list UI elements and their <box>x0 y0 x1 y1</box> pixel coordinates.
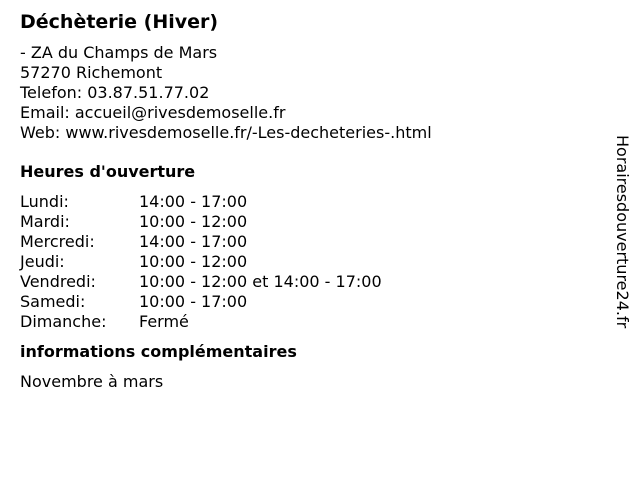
web-line: Web: www.rivesdemoselle.fr/-Les-decheteries-.html <box>20 123 432 142</box>
page-title: Déchèterie (Hiver) <box>20 11 219 33</box>
time-value: 10:00 - 12:00 et 14:00 - 17:00 <box>139 272 382 291</box>
day-label: Dimanche: <box>20 312 107 331</box>
time-value: 14:00 - 17:00 <box>139 232 248 251</box>
day-label: Lundi: <box>20 192 69 211</box>
email-line: Email: accueil@rivesdemoselle.fr <box>20 103 286 122</box>
hours-row-wednesday <box>20 232 610 252</box>
hours-row-saturday <box>20 292 610 312</box>
hours-table <box>20 192 610 332</box>
hours-row-monday <box>20 192 610 212</box>
time-value: 10:00 - 17:00 <box>139 292 248 311</box>
day-label: Vendredi: <box>20 272 96 291</box>
hours-row-sunday <box>20 312 610 332</box>
hours-heading: Heures d'ouverture <box>20 162 196 181</box>
day-label: Mardi: <box>20 212 70 231</box>
city-line: 57270 Richemont <box>20 63 163 82</box>
site-watermark: Horairesdouverture24.fr <box>613 135 632 329</box>
time-value: 10:00 - 12:00 <box>139 252 248 271</box>
info-text: Novembre à mars <box>20 372 164 391</box>
hours-row-thursday <box>20 252 610 272</box>
time-value: 14:00 - 17:00 <box>139 192 248 211</box>
street-line: - ZA du Champs de Mars <box>20 43 218 62</box>
info-heading: informations complémentaires <box>20 342 297 361</box>
phone-line: Telefon: 03.87.51.77.02 <box>20 83 210 102</box>
day-label: Samedi: <box>20 292 86 311</box>
time-value: 10:00 - 12:00 <box>139 212 248 231</box>
place-details <box>20 10 610 392</box>
address-block <box>20 43 610 143</box>
hours-row-friday <box>20 272 610 292</box>
day-label: Mercredi: <box>20 232 95 251</box>
time-value: Fermé <box>139 312 189 331</box>
day-label: Jeudi: <box>20 252 65 271</box>
hours-row-tuesday <box>20 212 610 232</box>
